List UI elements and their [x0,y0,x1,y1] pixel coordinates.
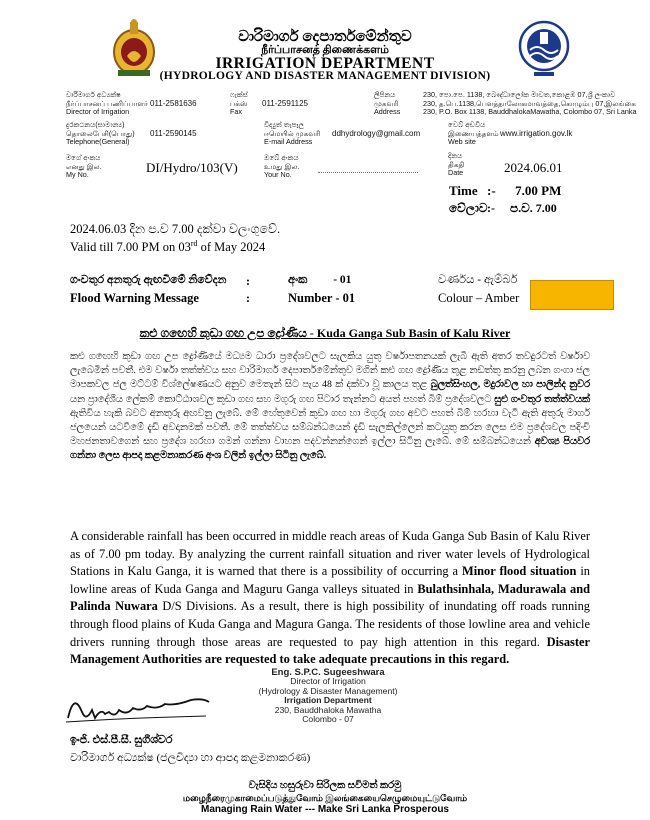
message-type-english: Flood Warning Message [70,291,199,305]
director-label: වාරිමාර්ග අධ්‍යක්ෂ நீர்ப்பாசனப் பணிப்பாளர் Director of Irrigation [66,90,148,117]
validity-sinhala: 2024.06.03 දින ප.ව 7.00 දක්වා වලංගුවේ. [70,222,281,236]
your-no-field [318,172,418,173]
title-sinhala: වාරිමාර්ග දෙපාර්තමේන්තුව [238,29,412,45]
message-colon-2: : [246,291,250,305]
validity-english: Valid till 7.00 PM on 03rd of May 2024 [70,239,266,255]
footer-english: Managing Rain Water --- Make Sri Lanka Prosperous [200,804,449,815]
signature-icon [62,688,212,728]
signatory-title: වාරිමාර්ග අධ්‍යක්ෂ (ජලවිද්‍යා හා ආපදා කළමනාකරණ) [70,752,311,764]
signatory-name: ඉංජි. එස්.පී.සී. සුගීශ්වර [70,734,173,746]
body-english: A considerable rainfall has been occurred in middle reach areas of Kuda Ganga Sub Basin of Kalu River as of 7.00 pm today. By analyzing the current rainfall situation and river water levels of Hydrological Stations in Kalu Ganga, it is warned that there is a possibility of occurring a Minor flood situation in lowline areas of Kuda Ganga and Maguru Ganga valleys situated in Bulathsinhala, Madurawala and Palinda Nuwara D/S Divisions. As a result, there is high possibility of inundating off roads running through flood plains of Kuda Ganga and Magura Ganga. The residents of those lowline area and vehicle drivers running through those areas are requested to pay high attention in this regard. Disaster Management Authorities are requested to take adequate precautions in this regard. [70,529,591,667]
website-label: වෙබ් අඩවිය இணையத்தளம் Web site [448,120,499,147]
footer-sinhala: වැසිදිය හසුරුවා සිරිලක සවිමත් කරමු [248,780,402,791]
your-no-label: ඔබේ අංකය உமது இல. Your No. [264,153,300,180]
number-english: Number - 01 [288,291,356,305]
fax-number: 011-2591125 [262,99,308,108]
colour-english: Colour – Amber [438,291,520,305]
date-label: දිනය திகதி Date [448,151,465,178]
amber-colour-swatch [530,280,614,310]
footer-tamil: மழைநீரைமுகாமைப்படுத்துவோம் இலங்கையைசெழுமையுட்டுவோம் [182,793,468,803]
division-subtitle: (HYDROLOGY AND DISASTER MANAGEMENT DIVISION) [159,70,491,82]
time-value-sinhala: :- ප.ව. 7.00 [487,201,557,215]
telephone-number: 011-2590145 [150,129,197,138]
fax-label: ෆැක්ස් பக்ஸ் Fax [230,90,248,117]
time-value: :- 7.00 PM [487,183,562,198]
my-no-label: මගේ අංකය எனது இல. My No. [66,153,102,180]
reference-number: DI/Hydro/103(V) [146,160,238,175]
email-label: විද්‍යුත් තැපෑල ஈமெயில் முகவரி E-mail Address [264,120,321,147]
time-label-sinhala: වේලාව [449,201,488,215]
telephone-label: දුරකථනය(සාමාන්‍ය) தொலைபேசி(பொது) Telephone(General) [66,120,135,147]
message-colon-1: : [246,274,250,288]
website-link[interactable]: www.irrigation.gov.lk [500,129,573,138]
title-english: IRRIGATION DEPARTMENT [215,55,435,72]
title-tamil: நீர்ப்பாசனத் திணைக்களம் [261,44,389,56]
time-label: Time [449,183,478,198]
colour-sinhala: වර්ණය - ඇම්බර් [438,274,518,286]
address-block: 230, පො.පෙ. 1138, බෞද්ධාලෝක මාවත,කොළඹ 07,ශ්‍රී ලංකාව 230, த.பெ.1138,பௌத்தாலோகமாவத்தை,கொழும்பு 07,இலங்கை 230, P.O. Box 1138, BauddhalokaMawatha, Colombo 07, Sri Lanka [423,90,637,117]
address-label: ලිපිනය முகவரி Address [374,90,401,117]
basin-heading: කළු ගඟෙහි කුඩා ගඟ උප ද්‍රෝණිය - Kuda Ganga Sub Basin of Kalu River [139,326,511,340]
number-sinhala: අංක - 01 [288,274,352,286]
body-sinhala: කළු ගඟෙහි කුඩා ගඟ උප ද්‍රෝණියේ මධ්‍යම ධාරා ප්‍රදේශවලට සැලකිය යුතු වර්ෂාපතනයක් ලැබී ඇති අතර තවදුරටත් වර්ෂාව ලැබෙමින් පවතී. එම වර්ෂා තත්ත්වය සහ වාරිමාර්ග දෙපාර්තමේන්තුව මගින් කළු ගඟ ද්‍රෝණිය තුළ නඩත්තු කරනු ලබන ගංගා ජල මාපකවල ජල මට්ටම් විශ්ලේෂණයට අනුව මෙතැන් සිට පැය 48 ක් දක්වා වූ කාලය තුළ බුලත්සිංහල, මදුරාවල හා පාලින්ද නුවර යන ප්‍රාදේශීය ලේකම් කොට්ඨාශවල කුඩා ගඟ සහ මගුරු ගඟ පිටාර තැන්නට අයත් පහත් බිම් ප්‍රදේශවලට සුළු ගංවතුර තත්ත්වයක් ඇතිවිය හැකි බවට අනතුරු අඟවනු ලැබේ. මේ හේතුවෙන් කුඩා ගඟ හා මගුරු ගඟ අවට පහත් බිම් හරහා වැටී ඇති අතුරු මාර්ග ජලයෙන් යටවීමේ දැඩි අවදානමක් පවතී. මේ තත්ත්වය සම්බන්ධයෙන් දැඩි සැලකිල්ලෙන් කටයුතු කරන ලෙස එම ප්‍රදේශවල පදිංචි මහජනතාවගෙන් සහ ප්‍රදේශ හරහා ගමන් ගන්නා වාහන පදවන්නන්ගෙන් ඉල්ලා සිටිනු ලැබේ. මේ සම්බන්ධයෙන් අවශ්‍ය පියවර ගන්නා ලෙස ආපදා කළමනාකරණ අංශ වලින් ඉල්ලා සිටිනු ලැබේ. [70,351,591,462]
document-date: 2024.06.01 [504,160,563,175]
official-stamp: Eng. S.P.C. Sugeeshwara Director of Irrigation (Hydrology & Disaster Management) Irrigation Department 230, Bauddhaloka Mawatha Colombo - 07 [258,667,398,725]
message-type-sinhala: ගංවතුර අනතුරු ඇඟවීමේ නිවේදන [70,274,227,286]
email-address[interactable]: ddhydrology@gmail.com [332,129,421,138]
director-phone: 011-2581636 [150,99,197,108]
